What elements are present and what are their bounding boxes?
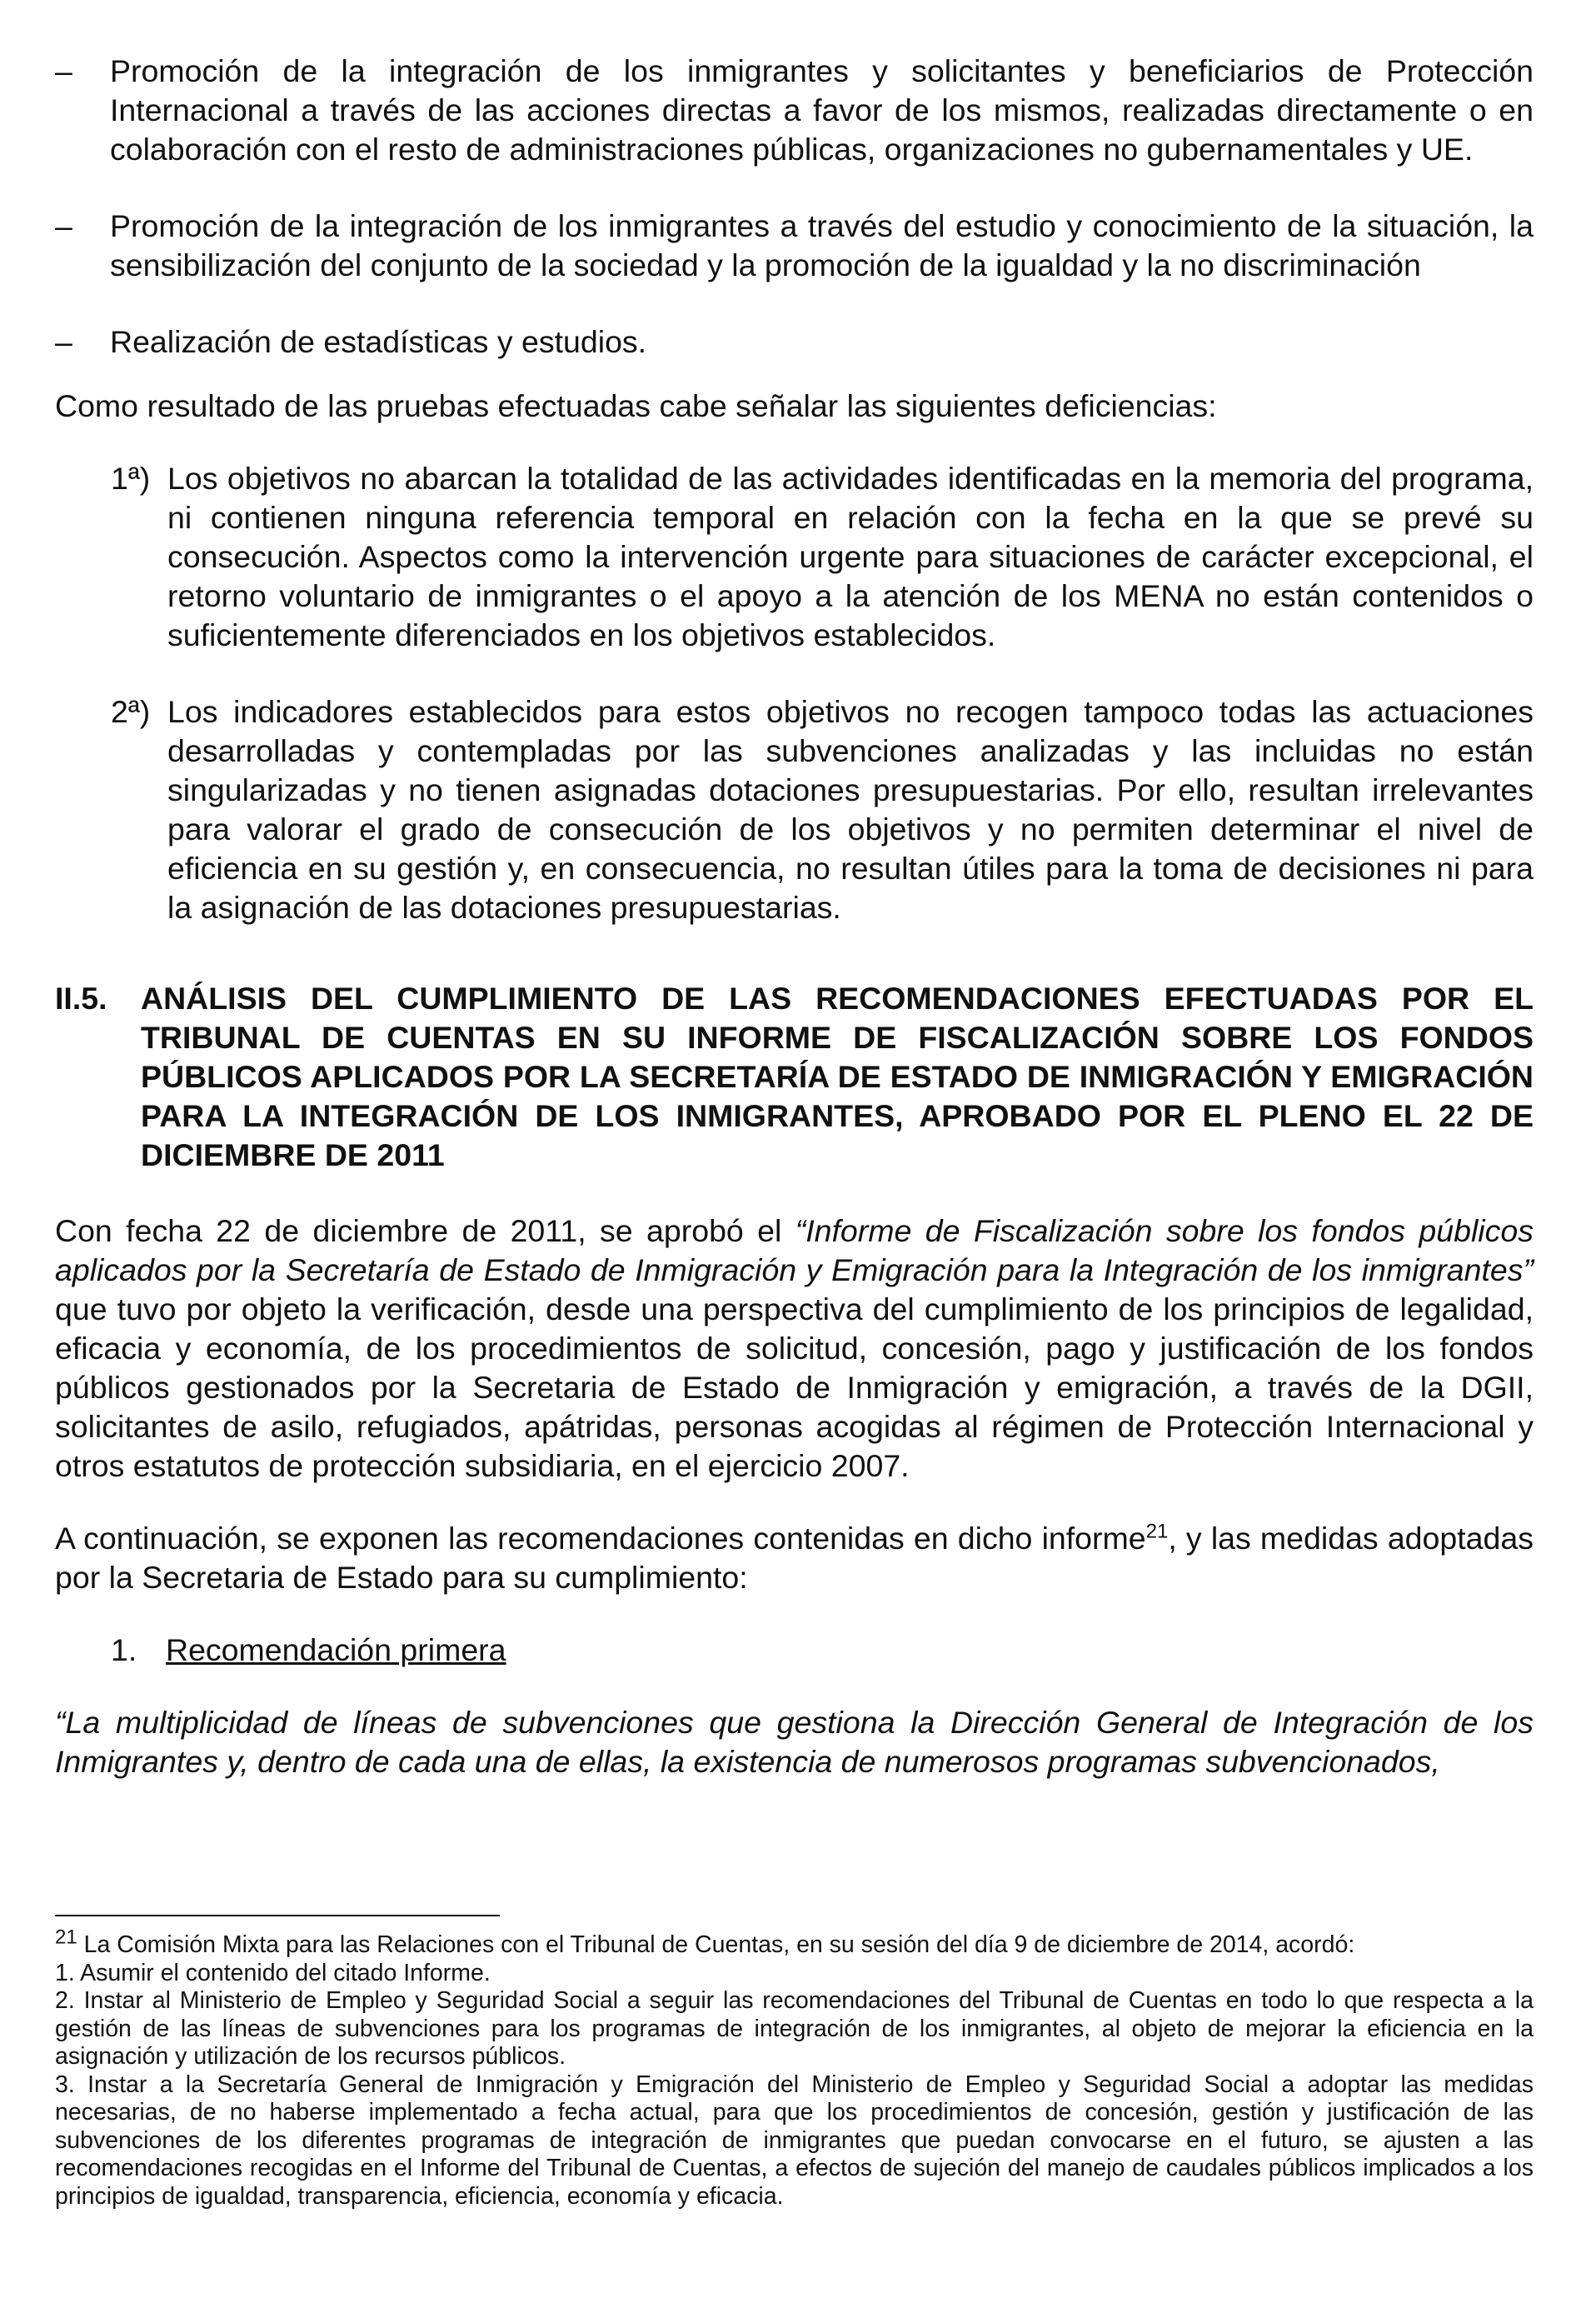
objectives-list — [55, 52, 1534, 362]
recommendation-quote: “La multiplicidad de líneas de subvenciones que gestiona la Dirección General de Integración de los Inmigrantes y, dentro de cada una de ellas, la existencia de numerosos programas subvencionados, — [55, 1705, 1534, 1779]
list-item-text: Realización de estadísticas y estudios. — [110, 324, 647, 359]
footnote-item: 1. Asumir el contenido del citado Informe. — [55, 1959, 491, 1986]
paragraph-text: Con fecha 22 de diciembre de 2011, se aprobó el — [55, 1213, 796, 1248]
recommendation-heading — [111, 1631, 1534, 1670]
footnote-intro — [55, 1926, 1534, 1960]
footnote-number: 21 — [55, 1926, 77, 1949]
footnotes — [55, 1926, 1534, 2211]
paragraph-text: A continuación, se exponen las recomendaciones contenidas en dicho informe — [55, 1521, 1146, 1556]
dash-bullet: – — [55, 208, 72, 243]
report-title: “Informe de Fiscalización sobre los fondos públicos aplicados por la Secretaría de Estado de Inmigración y Emigración para la Integración de los inmigrantes” — [55, 1213, 1534, 1287]
list-item-text: Promoción de la integración de los inmigrantes a través del estudio y conocimiento de la situación, la sensibilización del conjunto de la sociedad y la promoción de la igualdad y la no discriminación — [110, 208, 1534, 282]
paragraph-recomendaciones — [55, 1519, 1534, 1597]
list-item — [55, 322, 1534, 362]
footnote-ref: 21 — [1145, 1520, 1169, 1543]
paragraph-text: que tuvo por objeto la verificación, desde una perspectiva del cumplimiento de los principios de legalidad, eficacia y economía, de los procedimientos de solicitud, concesión, pago y justificación de los fondos públicos gestionados por la Secretaria de Estado de Inmigración y emigración, a través de la DGII, solicitantes de asilo, refugiados, apátridas, personas acogidas al régimen de Protección Internacional y otros estatutos de protección subsidiaria, en el ejercicio 2007. — [55, 1291, 1534, 1483]
deficiencia-item — [111, 692, 1534, 927]
dash-bullet: – — [55, 324, 72, 359]
recommendation-number: 1. — [111, 1632, 137, 1667]
footnote-item: 3. Instar a la Secretaría General de Inmigración y Emigración del Ministerio de Empleo y Seguridad Social a adoptar las medidas necesarias, de no haberse implementado a fecha actual, para que los procedimientos de concesión, gestión y justificación de las subvenciones de los diferentes programas de integración de inmigrantes que puedan convocarse en el futuro, se ajusten a las recomendaciones recogidas en el Informe del Tribunal de Cuentas, a efectos de sujeción del manejo de caudales públicos implicados a los principios de igualdad, transparencia, eficiencia, economía y eficacia. — [55, 2071, 1534, 2210]
footnote-divider — [55, 1915, 500, 1916]
list-item — [55, 52, 1534, 169]
dash-bullet: – — [55, 53, 72, 88]
section-heading — [55, 979, 1534, 1175]
section-title: ANÁLISIS DEL CUMPLIMIENTO DE LAS RECOMENDACIONES EFECTUADAS POR EL TRIBUNAL DE CUENTAS EN SU INFORME DE FISCALIZACIÓN SOBRE LOS FONDOS PÚBLICOS APLICADOS POR LA SECRETARÍA DE ESTADO DE INMIGRACIÓN Y EMIGRACIÓN PARA LA INTEGRACIÓN DE LOS INMIGRANTES, APROBADO POR EL PLENO EL 22 DE DICIEMBRE DE 2011 — [141, 981, 1534, 1172]
footnote-item: 2. Instar al Ministerio de Empleo y Seguridad Social a seguir las recomendaciones del Tribunal de Cuentas en todo lo que respecta a la gestión de las líneas de subvenciones para los programas de integración de los inmigrantes, al objeto de mejorar la eficiencia en la asignación y utilización de los recursos públicos. — [55, 1987, 1534, 2070]
paragraph-text: , y las medidas adoptadas por la Secretaria de Estado para su cumplimiento: — [55, 1521, 1534, 1595]
footnote-text: La Comisión Mixta para las Relaciones con el Tribunal de Cuentas, en su sesión del día 9 de diciembre de 2014, acordó: — [77, 1931, 1355, 1958]
main-text — [55, 52, 1534, 1781]
recommendation-title: Recomendación primera — [166, 1632, 506, 1667]
list-item — [55, 207, 1534, 285]
deficiencias-intro: Como resultado de las pruebas efectuadas cabe señalar las siguientes deficiencias: — [55, 388, 1217, 423]
section-number: II.5. — [55, 981, 107, 1016]
paragraph-informe — [55, 1211, 1534, 1486]
deficiencia-item — [111, 459, 1534, 655]
deficiencia-label: 2ª) — [111, 694, 151, 729]
deficiencia-label: 1ª) — [111, 461, 151, 496]
deficiencia-text: Los indicadores establecidos para estos objetivos no recogen tampoco todas las actuaciones desarrolladas y contempladas por las subvenciones analizadas y las incluidas no están singularizadas y no tienen asignadas dotaciones presupuestarias. Por ello, resultan irrelevantes para valorar el grado de consecución de los objetivos y no permiten determinar el nivel de eficiencia en su gestión y, en consecuencia, no resultan útiles para la toma de decisiones ni para la asignación de las dotaciones presupuestarias. — [167, 694, 1534, 925]
deficiencia-text: Los objetivos no abarcan la totalidad de las actividades identificadas en la memoria del programa, ni contienen ninguna referencia temporal en relación con la fecha en la que se prevé su consecución. Aspectos como la intervención urgente para situaciones de carácter excepcional, el retorno voluntario de inmigrantes o el apoyo a la atención de los MENA no están contenidos o suficientemente diferenciados en los objetivos establecidos. — [167, 461, 1534, 652]
list-item-text: Promoción de la integración de los inmigrantes y solicitantes y beneficiarios de Protección Internacional a través de las acciones directas a favor de los mismos, realizadas directamente o en colaboración con el resto de administraciones públicas, organizaciones no gubernamentales y UE. — [110, 53, 1534, 167]
